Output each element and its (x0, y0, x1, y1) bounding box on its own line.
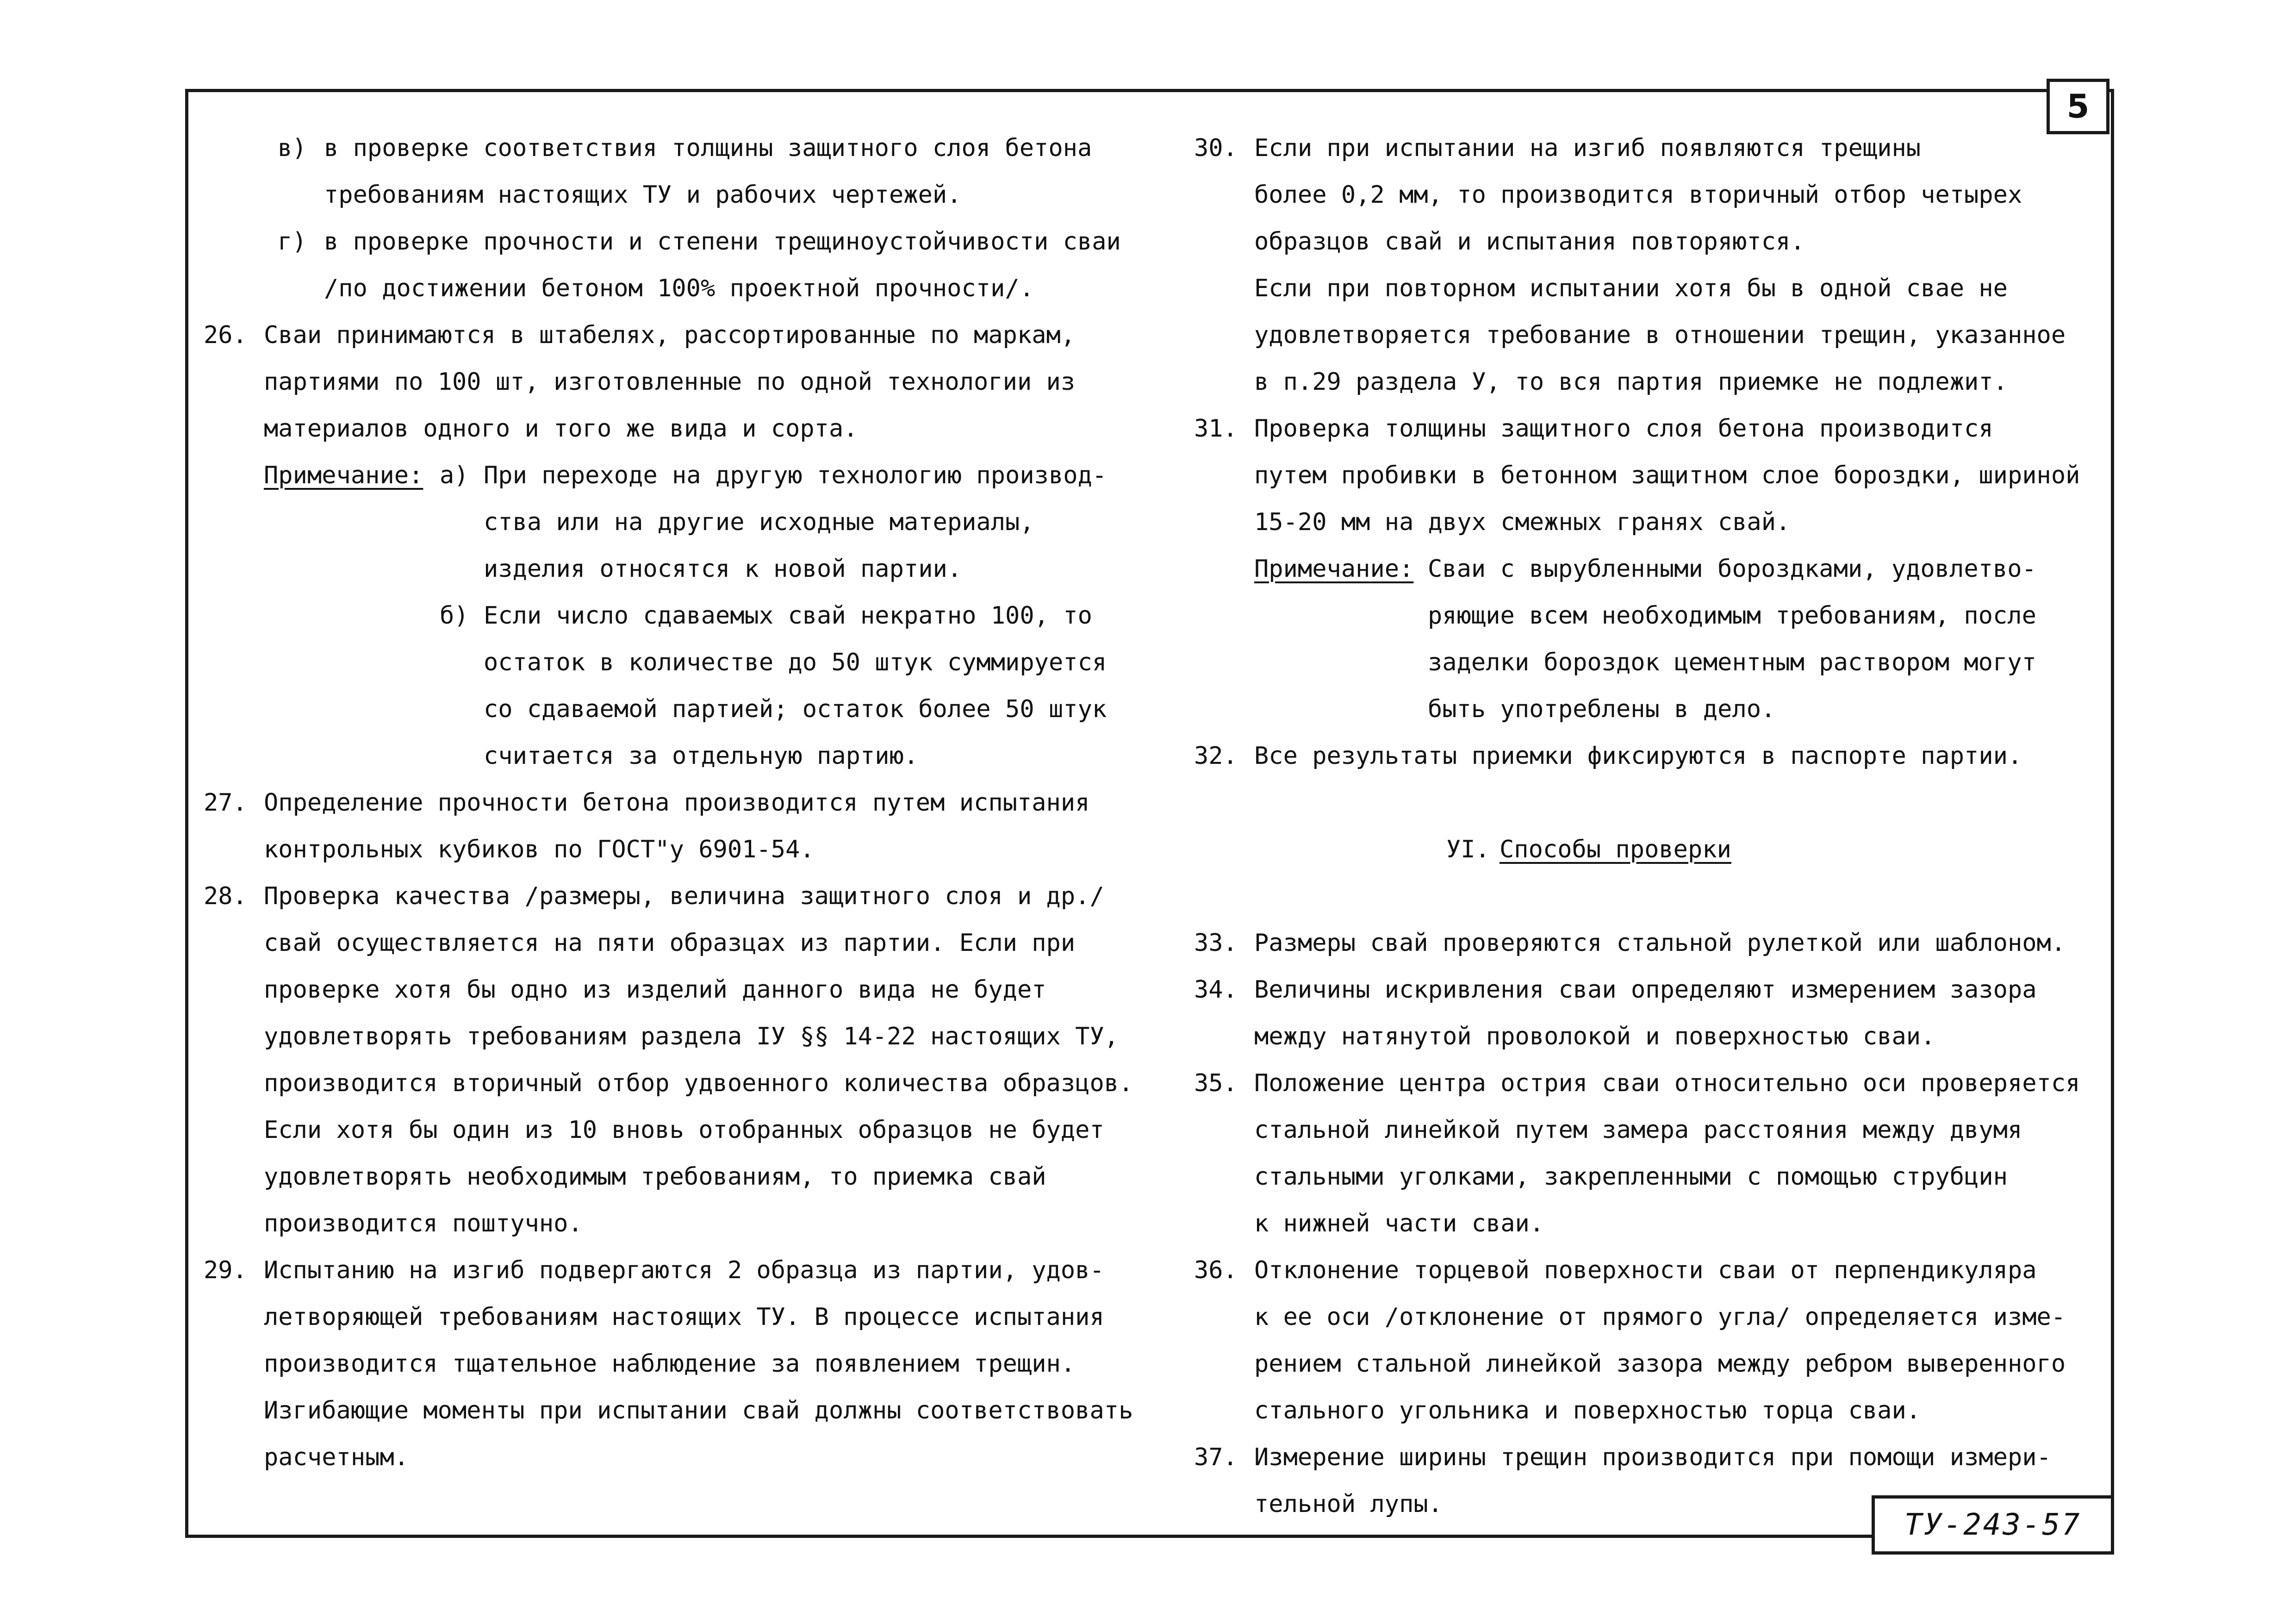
text-line: партиями по 100 шт, изготовленные по одной технологии из (264, 368, 1076, 396)
text-line: образцов свай и испытания повторяются. (1254, 228, 1805, 256)
right-column (1194, 125, 2106, 1528)
text-line: Если при испытании на изгиб появляются трещины (1254, 134, 1921, 162)
text-line: производится тщательное наблюдение за появлением трещин. (264, 1350, 1076, 1378)
paragraph-26 (204, 312, 1166, 359)
text-line: остаток в количестве до 50 штук суммируется (484, 649, 1107, 676)
text-line: При переходе на другую технологию производ- (484, 462, 1107, 489)
text-line: между натянутой проволокой и поверхностью сваи. (1254, 1023, 1935, 1050)
section-heading (1194, 826, 2106, 873)
text-line: материалов одного и того же вида и сорта. (264, 415, 858, 443)
paragraph-36 (1194, 1247, 2106, 1294)
paragraph-number: 31. (1194, 415, 1238, 443)
text-line: к нижней части сваи. (1254, 1210, 1544, 1237)
paragraph-number: 30. (1194, 134, 1238, 162)
text-line: Изгибающие моменты при испытании свай должны соответствовать (264, 1397, 1133, 1424)
text-line: Проверка качества /размеры, величина защитного слоя и др./ (264, 882, 1104, 910)
text-line: рением стальной линейкой зазора между ребром выверенного (1254, 1350, 2066, 1378)
note-1 (204, 452, 1166, 499)
text-line: Отклонение торцевой поверхности сваи от перпендикуляра (1254, 1256, 2037, 1284)
text-line: Положение центра острия сваи относительно оси проверяется (1254, 1069, 2080, 1097)
page-number: 5 (2047, 79, 2109, 134)
text-line: Измерение ширины трещин производится при помощи измери- (1254, 1443, 2051, 1471)
paragraph-34 (1194, 967, 2106, 1013)
text-line: стальной линейкой путем замера расстояния между двумя (1254, 1116, 2022, 1144)
text-line: производится вторичный отбор удвоенного количества образцов. (264, 1069, 1133, 1097)
text-line: Сваи с вырубленными бороздками, удовлетво- (1428, 555, 2036, 583)
section-number: УI. (1446, 836, 1490, 863)
text-line: более 0,2 мм, то производится вторичный отбор четырех (1254, 181, 2022, 209)
paragraph-number: 27. (204, 789, 247, 817)
text-line: считается за отдельную партию. (484, 742, 919, 770)
text-line: Испытанию на изгиб подвергаются 2 образца из партии, удов- (264, 1256, 1104, 1284)
paragraph-32 (1194, 733, 2106, 780)
text-line: /по достижении бетоном 100% проектной прочности/. (324, 275, 1034, 302)
text-line: расчетным. (264, 1443, 409, 1471)
paragraph-30 (1194, 125, 2106, 172)
text-line: заделки бороздок цементным раствором могут (1428, 649, 2036, 676)
left-column-text (204, 125, 1166, 1481)
text-line: удовлетворяется требование в отношении трещин, указанное (1254, 321, 2066, 349)
text-line: путем пробивки в бетонном защитном слое бороздки, шириной (1254, 462, 2080, 489)
note-label: Примечание: (264, 462, 423, 489)
paragraph-number: 32. (1194, 742, 1238, 770)
section-title: Способы проверки (1500, 836, 1731, 863)
paragraph-number: 26. (204, 321, 247, 349)
text-line: быть употреблены в дело. (1428, 695, 1776, 723)
document-code-stamp: ТУ-243-57 (1872, 1495, 2114, 1555)
text-line: производится поштучно. (264, 1210, 583, 1237)
text-line: в п.29 раздела У, то вся партия приемке не подлежит. (1254, 368, 2008, 396)
text-line: Сваи принимаются в штабелях, рассортированные по маркам, (264, 321, 1076, 349)
text-line: со сдаваемой партией; остаток более 50 штук (484, 695, 1107, 723)
paragraph-28 (204, 873, 1166, 920)
text-line: Величины искривления сваи определяют измерением зазора (1254, 976, 2037, 1004)
note-a-marker: а) (440, 462, 469, 489)
note-b-marker: б) (440, 602, 469, 630)
text-line: Определение прочности бетона производится путем испытания (264, 789, 1090, 817)
text-line: требованиям настоящих ТУ и рабочих чертежей. (324, 181, 962, 209)
text-line: Если хотя бы один из 10 вновь отобранных образцов не будет (264, 1116, 1104, 1144)
note-2 (1194, 546, 2106, 593)
text-line: свай осуществляется на пяти образцах из партии. Если при (264, 929, 1076, 957)
paragraph-number: 35. (1194, 1069, 1238, 1097)
text-line: тельной лупы. (1254, 1490, 1443, 1518)
text-line: проверке хотя бы одно из изделий данного вида не будет (264, 976, 1046, 1004)
item-g-marker: г) (278, 228, 307, 256)
text-line: в проверке прочности и степени трещиноустойчивости сваи (324, 228, 1121, 256)
paragraph-35 (1194, 1060, 2106, 1107)
text-line: 15-20 мм на двух смежных гранях свай. (1254, 508, 1791, 536)
text-line: стального угольника и поверхностью торца сваи. (1254, 1397, 1921, 1424)
text-line: удовлетворять необходимым требованиям, то приемка свай (264, 1163, 1046, 1191)
paragraph-number: 34. (1194, 976, 1238, 1004)
text-line: Если при повторном испытании хотя бы в одной свае не (1254, 275, 2008, 302)
paragraph-31 (1194, 406, 2106, 452)
paragraph-33 (1194, 920, 2106, 967)
paragraph-number: 37. (1194, 1443, 1238, 1471)
text-line: Размеры свай проверяются стальной рулеткой или шаблоном. (1254, 929, 2066, 957)
paragraph-29 (204, 1247, 1166, 1294)
note-label: Примечание: (1254, 555, 1414, 583)
paragraph-number: 28. (204, 882, 247, 910)
text-line: летворяющей требованиям настоящих ТУ. В процессе испытания (264, 1303, 1104, 1331)
paragraph-27 (204, 780, 1166, 826)
text-line: ства или на другие исходные материалы, (484, 508, 1034, 536)
paragraph-number: 29. (204, 1256, 247, 1284)
text-line: изделия относятся к новой партии. (484, 555, 962, 583)
paragraph-37 (1194, 1434, 2106, 1481)
paragraph-number: 33. (1194, 929, 1238, 957)
text-line: контрольных кубиков по ГОСТ"у 6901-54. (264, 836, 815, 863)
text-line: в проверке соответствия толщины защитного слоя бетона (324, 134, 1092, 162)
text-line: Если число сдаваемых свай некратно 100, то (484, 602, 1092, 630)
text-line: стальными уголками, закрепленными с помощью струбцин (1254, 1163, 2008, 1191)
text-line: ряющие всем необходимым требованиям, после (1428, 602, 2036, 630)
paragraph-number: 36. (1194, 1256, 1238, 1284)
text-line: Все результаты приемки фиксируются в паспорте партии. (1254, 742, 2022, 770)
item-v-marker: в) (278, 134, 307, 162)
text-line: Проверка толщины защитного слоя бетона производится (1254, 415, 1993, 443)
text-line: к ее оси /отклонение от прямого угла/ определяется изме- (1254, 1303, 2066, 1331)
text-line: удовлетворять требованиям раздела IУ §§ 14-22 настоящих ТУ, (264, 1023, 1119, 1050)
